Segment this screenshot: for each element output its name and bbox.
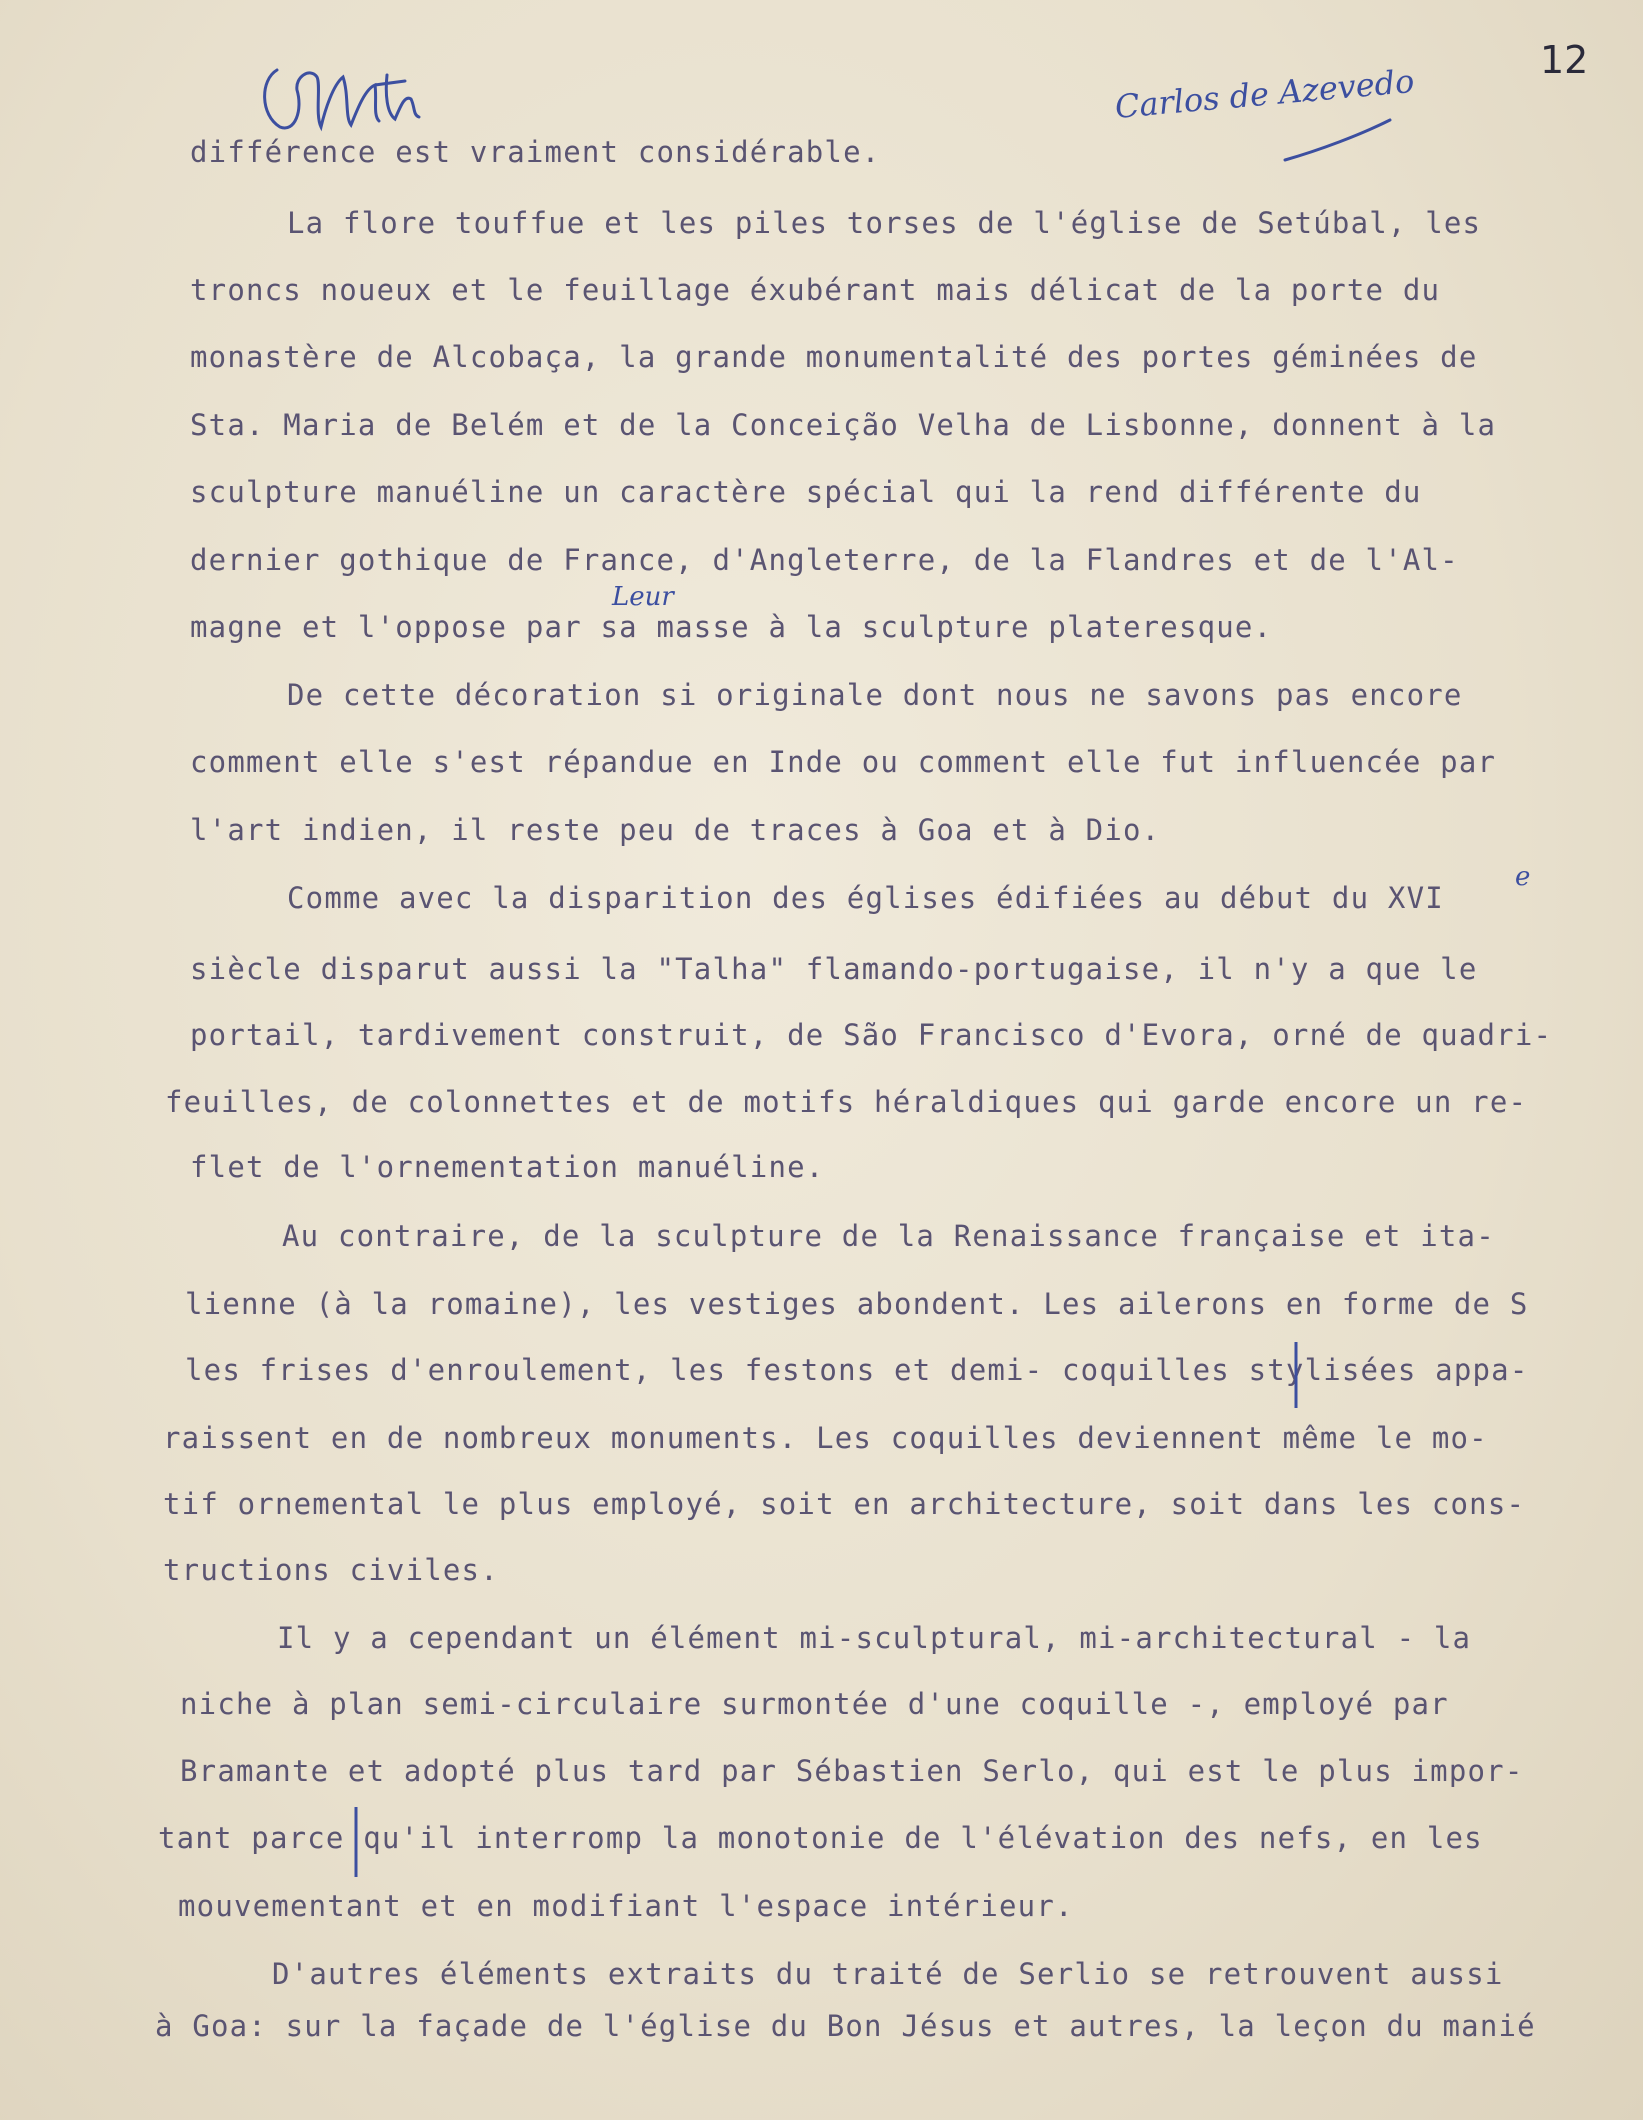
text-line: tif ornemental le plus employé, soit en architecture, soit dans les cons-: [163, 1487, 1526, 1521]
text-line: tructions civiles.: [163, 1553, 499, 1587]
text-line: Comme avec la disparition des églises édifiées au début du XVI: [287, 881, 1444, 915]
text-line: niche à plan semi-circulaire surmontée d'une coquille -, employé par: [180, 1687, 1449, 1721]
text-line: différence est vraiment considérable.: [190, 135, 881, 169]
text-line: tant parce qu'il interromp la monotonie de l'élévation des nefs, en les: [158, 1821, 1483, 1855]
text-line: Au contraire, de la sculpture de la Renaissance française et ita-: [282, 1219, 1495, 1253]
text-line: magne et l'oppose par sa masse à la sculpture plateresque.: [190, 610, 1273, 644]
handwritten-superscript-e: e: [1515, 862, 1531, 892]
text-line: comment elle s'est répandue en Inde ou comment elle fut influencée par: [190, 745, 1497, 779]
text-line: La flore touffue et les piles torses de l'église de Setúbal, les: [287, 206, 1482, 240]
text-line: De cette décoration si originale dont nous ne savons pas encore: [287, 678, 1463, 712]
text-line: feuilles, de colonnettes et de motifs héraldiques qui garde encore un re-: [165, 1085, 1528, 1119]
handwritten-insertion-leur: Leur: [612, 582, 674, 612]
text-line: troncs noueux et le feuillage éxubérant mais délicat de la porte du: [190, 273, 1441, 307]
text-line: lienne (à la romaine), les vestiges abondent. Les ailerons en forme de S: [185, 1287, 1529, 1321]
text-line: Il y a cependant un élément mi-sculptural, mi-architectural - la: [277, 1621, 1472, 1655]
text-line: Sta. Maria de Belém et de la Conceição Velha de Lisbonne, donnent à la: [190, 408, 1497, 442]
text-line: l'art indien, il reste peu de traces à Goa et à Dio.: [190, 813, 1161, 847]
text-line: les frises d'enroulement, les festons et demi- coquilles stylisées appa-: [185, 1353, 1529, 1387]
handwritten-separator-mark: [1292, 1340, 1300, 1410]
handwritten-initials: [255, 55, 455, 135]
text-line: sculpture manuéline un caractère spécial qui la rend différente du: [190, 475, 1422, 509]
signature-underline: [1280, 105, 1400, 165]
text-line: siècle disparut aussi la "Talha" flamando-portugaise, il n'y a que le: [190, 952, 1478, 986]
text-line: à Goa: sur la façade de l'église du Bon Jésus et autres, la leçon du manié: [155, 2009, 1536, 2043]
text-line: Bramante et adopté plus tard par Sébastien Serlo, qui est le plus impor-: [180, 1754, 1524, 1788]
text-line: dernier gothique de France, d'Angleterre, de la Flandres et de l'Al-: [190, 543, 1459, 577]
signature: Carlos de Azevedo: [1113, 61, 1416, 126]
text-line: mouvementant et en modifiant l'espace intérieur.: [178, 1889, 1074, 1923]
text-line: portail, tardivement construit, de São Francisco d'Evora, orné de quadri-: [190, 1018, 1553, 1052]
text-line: flet de l'ornementation manuéline.: [190, 1150, 825, 1184]
text-line: D'autres éléments extraits du traité de Serlio se retrouvent aussi: [272, 1957, 1504, 1991]
text-line: raissent en de nombreux monuments. Les coquilles deviennent même le mo-: [163, 1421, 1488, 1455]
handwritten-separator-mark: [352, 1805, 360, 1880]
page-number: 12: [1540, 38, 1589, 82]
text-line: monastère de Alcobaça, la grande monumentalité des portes géminées de: [190, 340, 1478, 374]
